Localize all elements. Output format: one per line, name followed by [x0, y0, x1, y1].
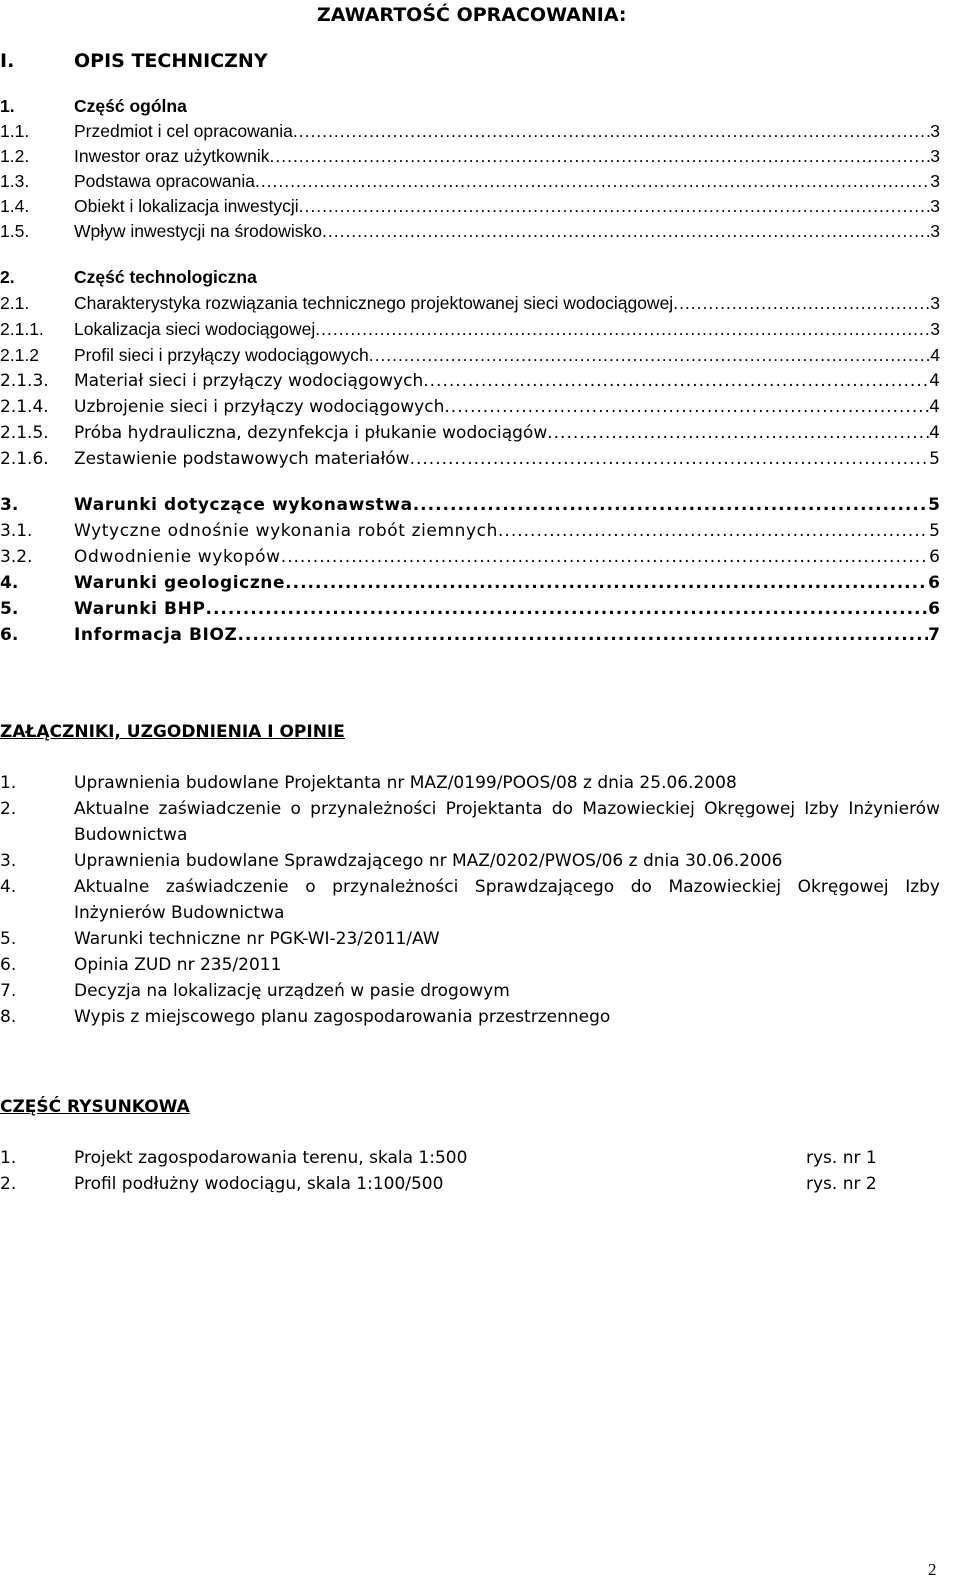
- drawings-heading: CZĘŚĆ RYSUNKOWA: [0, 1097, 190, 1117]
- toc-entry-number: 2.1.4.: [0, 397, 49, 417]
- toc-entry-page: 3: [930, 293, 940, 313]
- toc-dot-leader: [299, 196, 931, 217]
- toc-entry-page: 3: [930, 319, 940, 339]
- attachment-number: 8.: [0, 1007, 17, 1027]
- toc-entry: [0, 573, 940, 597]
- toc-entry-page: 5: [928, 495, 940, 515]
- toc-entry-title: Podstawa opracowania: [74, 171, 255, 191]
- toc-entry: [0, 221, 940, 245]
- attachment-item: [0, 978, 940, 1004]
- toc-entry: [0, 495, 940, 519]
- toc-entry: [0, 319, 940, 343]
- drawing-reference: rys. nr 1: [806, 1148, 877, 1168]
- attachment-item: [0, 952, 940, 978]
- drawing-number: 2.: [0, 1174, 17, 1194]
- drawing-number: 1.: [0, 1148, 17, 1168]
- attachment-text: Wypis z miejscowego planu zagospodarowania przestrzennego: [74, 1007, 611, 1027]
- toc-entry: [0, 625, 940, 649]
- toc-dot-leader: [285, 573, 928, 593]
- toc-entry-number: 2.1.1.: [0, 319, 44, 339]
- toc-entry: [0, 371, 940, 395]
- toc-entry: [0, 146, 940, 170]
- toc-entry: [0, 121, 940, 145]
- attachment-text: Aktualne zaświadczenie o przynależności Sprawdzającego do Mazowieckiej Okręgowej Izby Inżynierów Budownictwa: [74, 877, 940, 923]
- toc-dot-leader: [369, 345, 931, 366]
- attachment-item: [0, 848, 940, 874]
- toc-entry-number: 2.1.6.: [0, 449, 49, 469]
- toc-entry-title: Część technologiczna: [74, 267, 257, 287]
- attachment-number: 3.: [0, 851, 17, 871]
- toc-entry: [0, 196, 940, 220]
- attachment-text: Opinia ZUD nr 235/2011: [74, 955, 282, 975]
- attachment-number: 6.: [0, 955, 17, 975]
- toc-entry-page: 5: [929, 521, 940, 541]
- toc-entry-number: 1.1.: [0, 121, 30, 141]
- toc-entry: [0, 449, 940, 473]
- toc-entry: [0, 345, 940, 369]
- attachment-item: [0, 926, 940, 952]
- drawing-title: Profil podłużny wodociągu, skala 1:100/500: [74, 1174, 444, 1194]
- toc-entry-title: Lokalizacja sieci wodociągowej: [74, 319, 316, 339]
- attachment-number: 4.: [0, 877, 17, 897]
- attachment-item: [0, 770, 940, 796]
- toc-entry-title: Wytyczne odnośnie wykonania robót ziemnych: [74, 521, 499, 541]
- toc-entry-number: 1.4.: [0, 196, 30, 216]
- attachments-heading: ZAŁĄCZNIKI, UZGODNIENIA I OPINIE: [0, 722, 345, 742]
- toc-entry-number: 2.1.5.: [0, 423, 49, 443]
- toc-entry-page: 3: [930, 221, 940, 241]
- toc-entry-title: Część ogólna: [74, 96, 187, 116]
- toc-entry-number: 1.: [0, 96, 15, 116]
- attachment-text: Warunki techniczne nr PGK-WI-23/2011/AW: [74, 929, 440, 949]
- attachment-text: Uprawnienia budowlane Sprawdzającego nr MAZ/0202/PWOS/06 z dnia 30.06.2006: [74, 851, 783, 871]
- toc-dot-leader: [206, 599, 929, 619]
- toc-entry-number: 6.: [0, 625, 19, 645]
- toc-entry: [0, 293, 940, 317]
- attachment-number: 2.: [0, 799, 17, 819]
- attachment-item: [0, 874, 940, 926]
- toc-entry-page: 3: [930, 171, 940, 191]
- toc-entry-page: 3: [930, 196, 940, 216]
- toc-entry-number: 1.2.: [0, 146, 30, 166]
- toc-entry-number: 5.: [0, 599, 19, 619]
- toc-dot-leader: [281, 547, 929, 567]
- toc-entry-number: 2.1.3.: [0, 371, 49, 391]
- toc-dot-leader: [673, 293, 930, 314]
- toc-dot-leader: [410, 449, 930, 469]
- toc-entry-number: 3.: [0, 495, 19, 515]
- toc-entry-page: 4: [929, 371, 940, 391]
- toc-entry-title: Informacja BIOZ: [74, 625, 238, 645]
- toc-dot-leader: [270, 146, 931, 167]
- toc-entry: [0, 521, 940, 545]
- toc-entry-title: Uzbrojenie sieci i przyłączy wodociągowych: [74, 397, 445, 417]
- toc-entry-number: 3.2.: [0, 547, 33, 567]
- toc-entry: [0, 96, 940, 120]
- toc-entry-page: 7: [928, 625, 940, 645]
- toc-entry-title: Wpływ inwestycji na środowisko: [74, 221, 322, 241]
- toc-entry-title: Przedmiot i cel opracowania: [74, 121, 293, 141]
- toc-entry: [0, 397, 940, 421]
- toc-entry-page: 3: [930, 146, 940, 166]
- toc-entry-title: Warunki geologiczne: [74, 573, 286, 593]
- document-title: ZAWARTOŚĆ OPRACOWANIA:: [317, 4, 627, 26]
- toc-dot-leader: [322, 221, 930, 242]
- attachment-number: 5.: [0, 929, 17, 949]
- toc-entry-page: 4: [929, 397, 940, 417]
- toc-entry-page: 3: [930, 121, 940, 141]
- toc-entry-title: Warunki dotyczące wykonawstwa: [74, 495, 413, 515]
- section-title: OPIS TECHNICZNY: [74, 50, 268, 72]
- toc-entry: [0, 547, 940, 571]
- toc-entry-number: 2.1.2: [0, 345, 39, 365]
- toc-entry: [0, 267, 940, 291]
- toc-entry-page: 6: [928, 573, 940, 593]
- toc-entry: [0, 599, 940, 623]
- toc-entry-page: 6: [929, 547, 940, 567]
- toc-entry-number: 2.1.: [0, 293, 30, 313]
- toc-entry-page: 5: [929, 449, 940, 469]
- toc-entry-title: Inwestor oraz użytkownik: [74, 146, 270, 166]
- drawing-title: Projekt zagospodarowania terenu, skala 1:500: [74, 1148, 468, 1168]
- toc-dot-leader: [498, 521, 929, 541]
- toc-dot-leader: [444, 397, 929, 417]
- toc-entry-title: Warunki BHP: [74, 599, 206, 619]
- toc-entry-title: Materiał sieci i przyłączy wodociągowych: [74, 371, 424, 391]
- toc-dot-leader: [237, 625, 928, 645]
- attachment-text: Uprawnienia budowlane Projektanta nr MAZ/0199/POOS/08 z dnia 25.06.2008: [74, 773, 737, 793]
- toc-entry-title: Próba hydrauliczna, dezynfekcja i płukanie wodociągów: [74, 423, 548, 443]
- toc-entry-title: Profil sieci i przyłączy wodociągowych: [74, 345, 369, 365]
- section-number: I.: [0, 50, 15, 72]
- toc-entry-page: 6: [928, 599, 940, 619]
- toc-entry-number: 2.: [0, 267, 15, 287]
- toc-dot-leader: [547, 423, 929, 443]
- toc-entry-number: 1.5.: [0, 221, 30, 241]
- toc-dot-leader: [315, 319, 930, 340]
- toc-entry-title: Obiekt i lokalizacja inwestycji: [74, 196, 299, 216]
- toc-entry-number: 4.: [0, 573, 19, 593]
- drawing-reference: rys. nr 2: [806, 1174, 877, 1194]
- toc-entry-title: Zestawienie podstawowych materiałów: [74, 449, 410, 469]
- toc-entry-number: 1.3.: [0, 171, 30, 191]
- toc-entry-page: 4: [930, 345, 940, 365]
- toc-entry: [0, 423, 940, 447]
- toc-dot-leader: [293, 121, 930, 142]
- toc-dot-leader: [413, 495, 928, 515]
- toc-entry-page: 4: [929, 423, 940, 443]
- toc-dot-leader: [255, 171, 930, 192]
- attachment-number: 7.: [0, 981, 17, 1001]
- toc-entry-number: 3.1.: [0, 521, 33, 541]
- attachment-item: [0, 1004, 940, 1030]
- toc-entry: [0, 171, 940, 195]
- attachment-item: [0, 796, 940, 848]
- attachment-text: Aktualne zaświadczenie o przynależności Projektanta do Mazowieckiej Okręgowej Izby Inżynierów Budownictwa: [74, 799, 940, 845]
- toc-entry-title: Odwodnienie wykopów: [74, 547, 281, 567]
- toc-dot-leader: [423, 371, 929, 391]
- page-number: 2: [928, 1560, 937, 1579]
- attachment-number: 1.: [0, 773, 17, 793]
- attachment-text: Decyzja na lokalizację urządzeń w pasie drogowym: [74, 981, 510, 1001]
- toc-entry-title: Charakterystyka rozwiązania technicznego projektowanej sieci wodociągowej: [74, 293, 674, 313]
